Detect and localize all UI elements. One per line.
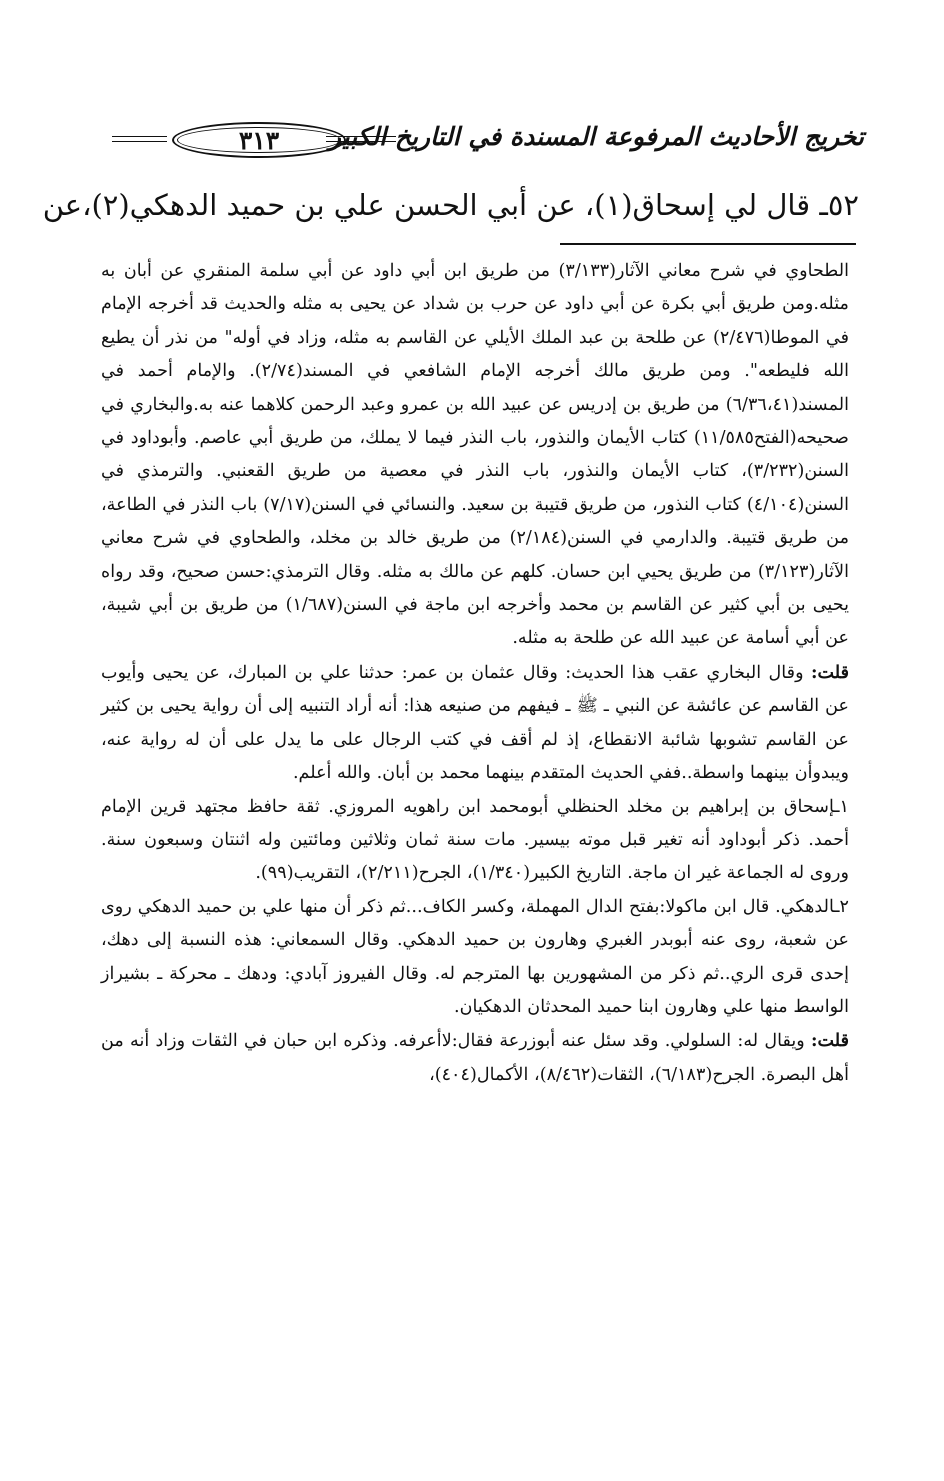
paragraph-3-text: ويقال له: السلولي. وقد سئل عنه أبوزرعة فقال:لاأعرفه. وذكره ابن حبان في الثقات وزاد أنه من أهل البصرة. الجرح(٦/١٨٣)، الثقات(٨/٤٦٢)، الأكمال(٤٠٤)، <box>101 1031 849 1085</box>
footnote-separator <box>560 243 856 245</box>
running-header <box>112 118 864 166</box>
header-title: تخريج الأحاديث المرفوعة المسندة في التاريخ الكبير <box>328 122 864 151</box>
footnote-2: ٢ـالدهكي. قال ابن ماكولا:بفتح الدال المهملة، وكسر الكاف...ثم ذكر أن منها علي بن حميد الدهكي روى عن شعبة، روى عنه أبوبدر الغبري وهارون بن حميد الدهكي. وقال السمعاني: هذه النسبة إلى دهك، إحدى قرى الري..ثم ذكر من المشهورين بها المترجم له. وقال الفيروز آبادي: ودهك ـ محركة ـ بشيراز الواسط منها علي وهارون ابنا حميد المحدثان الدهكيان. <box>101 896 849 1017</box>
footnote-paragraph-3 <box>101 1024 849 1092</box>
footnote-paragraph-1: الطحاوي في شرح معاني الآثار(٣/١٣٣) من طريق ابن أبي داود عن أبي سلمة المنقري عن أبان به مثله.ومن طريق أبي بكرة عن أبي داود عن حرب بن شداد عن يحيى به مثله والحديث قد أخرجه الإمام في الموطا(٢/٤٧٦) عن طلحة بن عبد الملك الأيلي عن القاسم به مثله، وزاد في أوله" من نذر أن يطيع الله فليطعه". ومن طريق مالك أخرجه الإمام الشافعي في المسند(٢/٧٤). والإمام أحمد في المسند(٦/٣٦،٤١) من طريق بن إدريس عن عبيد الله بن عمرو وعبد الرحمن كلاهما عنه به.والبخاري في صحيحه(الفتح١١/٥٨٥) كتاب الأيمان والنذور، باب النذر فيما لا يملك، من طريق أبي عاصم. وأبوداود في السنن(٣/٢٣٢)، كتاب الأيمان والنذور، باب النذر في معصية من طريق القعنبي. والترمذي في السنن(٤/١٠٤) كتاب النذور، من طريق قتيبة بن سعيد. والنسائي في السنن(٧/١٧) باب النذر في الطاعة، من طريق قتيبة. والدارمي في السنن(٢/١٨٤) من طريق خالد بن مخلد، والطحاوي في شرح معاني الآثار(٣/١٢٣) من طريق يحيي ابن حسان. كلهم عن مالك به مثله. وقال الترمذي:حسن صحيح، وقد رواه يحيى بن أبي كثير عن القاسم بن محمد وأخرجه ابن ماجة في السنن(١/٦٨٧) من طريق بن أبي شيبة، عن أبي أسامة عن عبيد الله عن طلحة به مثله. <box>101 261 850 649</box>
footnotes <box>101 255 849 1092</box>
hadith-text: ٥٢ـ قال لي إسحاق(١)، عن أبي الحسن علي بن حميد الدهكي(٢)،عن <box>42 188 859 222</box>
footnote-paragraph-2 <box>101 656 849 791</box>
header-rule-left <box>112 136 167 142</box>
footnote-1: ١ـإسحاق بن إبراهيم بن مخلد الحنظلي أبومحمد ابن راهويه المروزي. ثقة حافظ مجتهد قرين الإمام أحمد. ذكر أبوداود أنه تغير قبل موته بيسير. مات سنة ثمان وثلاثين ومائتين وله اثنتان وسبعون سنة. وروى له الجماعة غير ان ماجة. التاريخ الكبير(١/٣٤٠)، الجرح(٢/٢١١)، التقريب(٩٩). <box>101 796 849 884</box>
qultu-label-2: قلت: <box>810 1030 849 1052</box>
qultu-label: قلت: <box>810 661 849 683</box>
page-number: ٣١٣ <box>238 125 280 155</box>
paragraph-2-text: وقال البخاري عقب هذا الحديث: وقال عثمان بن عمر: حدثنا علي بن المبارك، عن يحيى وأيوب عن القاسم عن عائشة عن النبي ـ ﷺ ـ فيفهم من صنيعه هذا: أنه أراد التنبيه إلى أن رواية يحيى بن كثير عن القاسم تشوبها شائبة الانقطاع، إذ لم أقف في كتب الرجال على ما يدل على أن له رواية عنه، ويبدوأن بينهما واسطة..ففي الحديث المتقدم بينهما محمد بن أبان. والله أعلم. <box>101 662 849 784</box>
page-number-badge <box>172 122 346 158</box>
